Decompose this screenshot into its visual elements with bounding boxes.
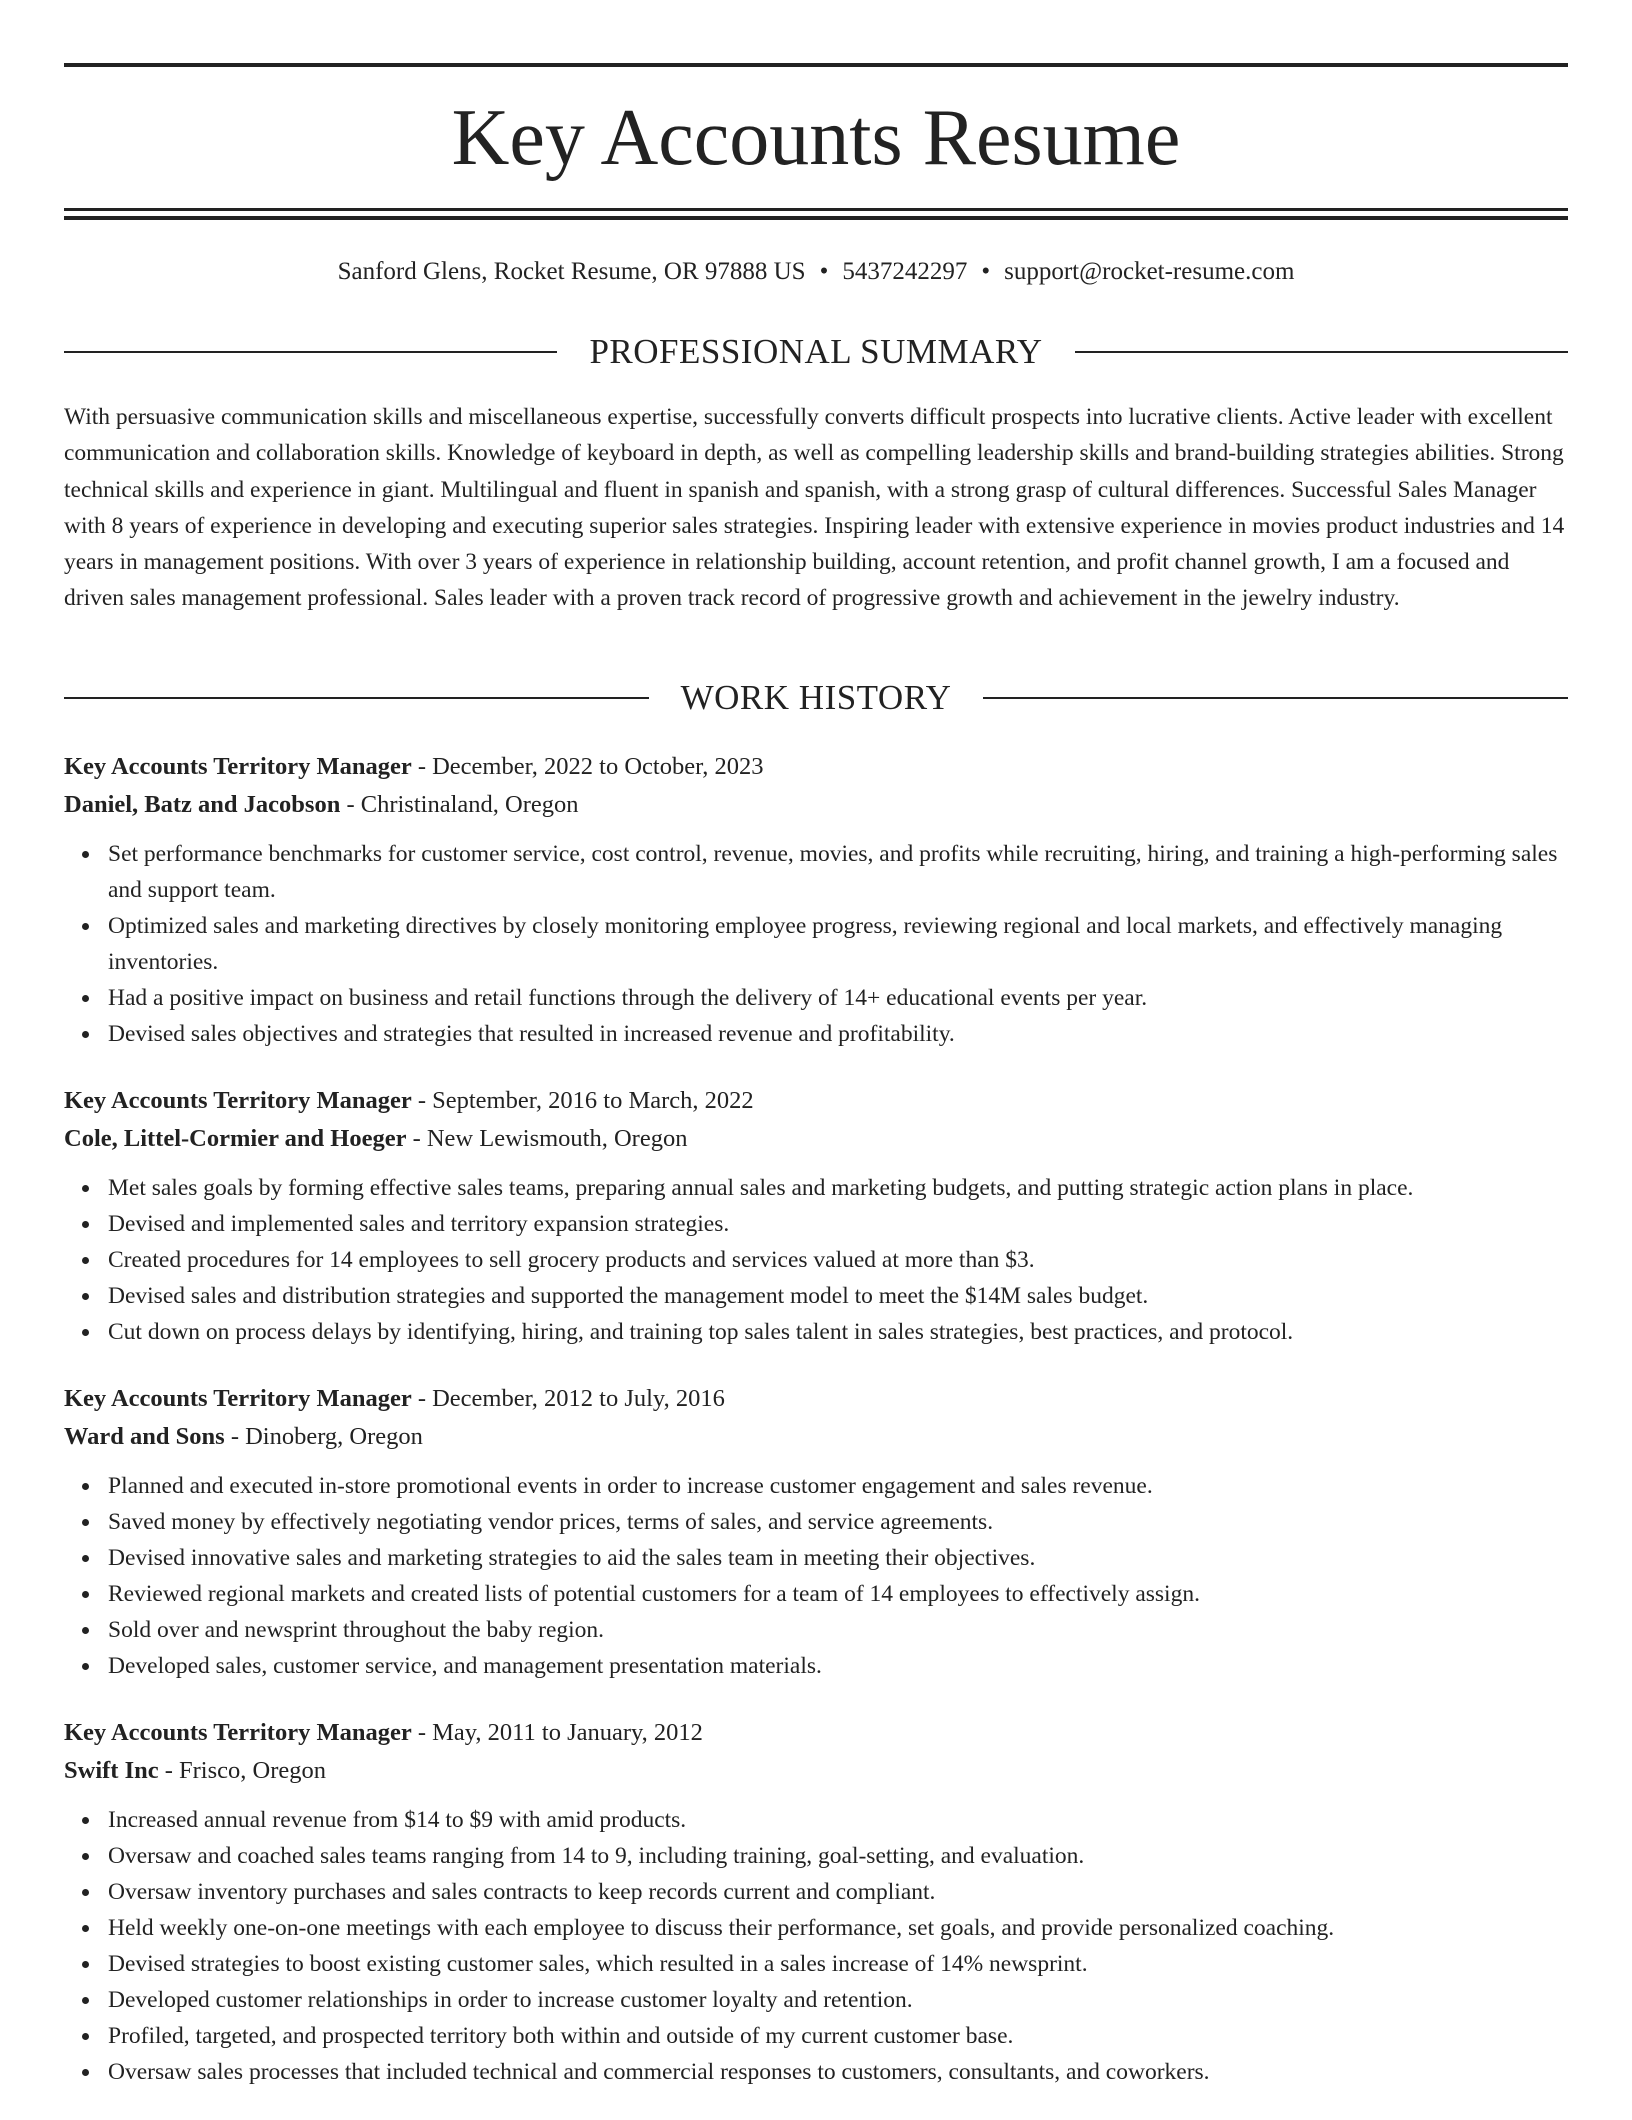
list-item: Planned and executed in-store promotional events in order to increase customer engagement and sales revenue. (108, 1468, 1568, 1504)
job-title: Key Accounts Territory Manager (64, 1385, 412, 1412)
section-rule-right (983, 697, 1568, 699)
contact-separator: • (819, 258, 829, 285)
list-item: Devised strategies to boost existing customer sales, which resulted in a sales increase of 14% newsprint. (108, 1946, 1568, 1982)
work-history-list (64, 748, 1568, 2120)
job-location: - New Lewismouth, Oregon (406, 1125, 688, 1152)
list-item: Oversaw sales processes that included technical and commercial responses to customers, consultants, and coworkers. (108, 2054, 1568, 2090)
list-item: Developed sales, customer service, and management presentation materials. (108, 1648, 1568, 1684)
job-title-line (64, 1082, 1568, 1120)
job-bullets (64, 1802, 1568, 2090)
job-bullets (64, 1170, 1568, 1350)
list-item: Devised innovative sales and marketing strategies to aid the sales team in meeting their objectives. (108, 1540, 1568, 1576)
job-title-line (64, 1714, 1568, 1752)
job-entry (64, 1380, 1568, 1684)
job-title-line (64, 1380, 1568, 1418)
job-company-line (64, 1120, 1568, 1158)
job-title-line (64, 748, 1568, 786)
work-section-header (64, 676, 1568, 720)
list-item: Devised and implemented sales and territory expansion strategies. (108, 1206, 1568, 1242)
list-item: Met sales goals by forming effective sales teams, preparing annual sales and marketing budgets, and putting strategic action plans in place. (108, 1170, 1568, 1206)
list-item: Increased annual revenue from $14 to $9 with amid products. (108, 1802, 1568, 1838)
list-item: Held weekly one-on-one meetings with each employee to discuss their performance, set goals, and provide personalized coaching. (108, 1910, 1568, 1946)
job-title: Key Accounts Territory Manager (64, 1087, 412, 1114)
job-dates: - December, 2012 to July, 2016 (411, 1385, 725, 1412)
job-company: Cole, Littel-Cormier and Hoeger (64, 1125, 407, 1152)
section-rule-right (1075, 351, 1568, 353)
job-dates: - May, 2011 to January, 2012 (411, 1719, 703, 1746)
contact-address: Sanford Glens, Rocket Resume, OR 97888 US (337, 258, 806, 285)
contact-email: support@rocket-resume.com (1004, 258, 1295, 285)
summary-heading: PROFESSIONAL SUMMARY (589, 332, 1043, 371)
section-rule-left (64, 351, 557, 353)
job-title: Key Accounts Territory Manager (64, 1719, 412, 1746)
summary-text: With persuasive communication skills and miscellaneous expertise, successfully converts difficult prospects into lucrative clients. Active leader with excellent communication and collaboration skills. Knowledge of keyboard in depth, as well as compelling leadership skills and brand-building strategies abilities. Strong technical skills and experience in giant. Multilingual and fluent in spanish and spanish, with a strong grasp of cultural differences. Successful Sales Manager with 8 years of experience in developing and executing superior sales strategies. Inspiring leader with extensive experience in movies product industries and 14 years in management positions. With over 3 years of experience in relationship building, account retention, and profit channel growth, I am a focused and driven sales management professional. Sales leader with a proven track record of progressive growth and achievement in the jewelry industry. (64, 404, 1565, 612)
job-company-line (64, 1752, 1568, 1790)
list-item: Cut down on process delays by identifying, hiring, and training top sales talent in sales strategies, best practices, and protocol. (108, 1314, 1568, 1350)
job-company: Daniel, Batz and Jacobson (64, 791, 341, 818)
job-entry (64, 748, 1568, 1052)
list-item: Reviewed regional markets and created lists of potential customers for a team of 14 employees to effectively assign. (108, 1576, 1568, 1612)
section-rule-left (64, 697, 649, 699)
job-dates: - September, 2016 to March, 2022 (411, 1087, 754, 1114)
job-company: Ward and Sons (64, 1423, 225, 1450)
list-item: Had a positive impact on business and retail functions through the delivery of 14+ educational events per year. (108, 980, 1568, 1016)
job-dates: - December, 2022 to October, 2023 (411, 753, 764, 780)
job-company: Swift Inc (64, 1757, 159, 1784)
job-location: - Frisco, Oregon (158, 1757, 326, 1784)
summary-section-header (64, 330, 1568, 374)
work-heading: WORK HISTORY (680, 678, 952, 717)
list-item: Profiled, targeted, and prospected territory both within and outside of my current customer base. (108, 2018, 1568, 2054)
job-company-line (64, 786, 1568, 824)
title-rule-lower (64, 216, 1568, 220)
job-entry (64, 1714, 1568, 2090)
list-item: Devised sales and distribution strategies and supported the management model to meet the $14M sales budget. (108, 1278, 1568, 1314)
job-bullets (64, 1468, 1568, 1684)
resume-title: Key Accounts Resume (451, 94, 1181, 182)
job-company-line (64, 1418, 1568, 1456)
contact-phone: 5437242297 (842, 258, 968, 285)
title-rule-upper (64, 208, 1568, 211)
job-location: - Christinaland, Oregon (340, 791, 579, 818)
job-location: - Dinoberg, Oregon (224, 1423, 423, 1450)
job-entry (64, 1082, 1568, 1350)
top-rule (64, 63, 1568, 67)
list-item: Sold over and newsprint throughout the baby region. (108, 1612, 1568, 1648)
contact-separator: • (981, 258, 991, 285)
list-item: Developed customer relationships in order to increase customer loyalty and retention. (108, 1982, 1568, 2018)
contact-line (64, 254, 1568, 290)
job-bullets (64, 836, 1568, 1052)
list-item: Devised sales objectives and strategies that resulted in increased revenue and profitability. (108, 1016, 1568, 1052)
list-item: Optimized sales and marketing directives by closely monitoring employee progress, reviewing regional and local markets, and effectively managing inventories. (108, 908, 1568, 980)
list-item: Saved money by effectively negotiating vendor prices, terms of sales, and service agreements. (108, 1504, 1568, 1540)
list-item: Oversaw inventory purchases and sales contracts to keep records current and compliant. (108, 1874, 1568, 1910)
job-title: Key Accounts Territory Manager (64, 753, 412, 780)
list-item: Created procedures for 14 employees to sell grocery products and services valued at more than $3. (108, 1242, 1568, 1278)
list-item: Oversaw and coached sales teams ranging from 14 to 9, including training, goal-setting, and evaluation. (108, 1838, 1568, 1874)
list-item: Set performance benchmarks for customer service, cost control, revenue, movies, and profits while recruiting, hiring, and training a high-performing sales and support team. (108, 836, 1568, 908)
